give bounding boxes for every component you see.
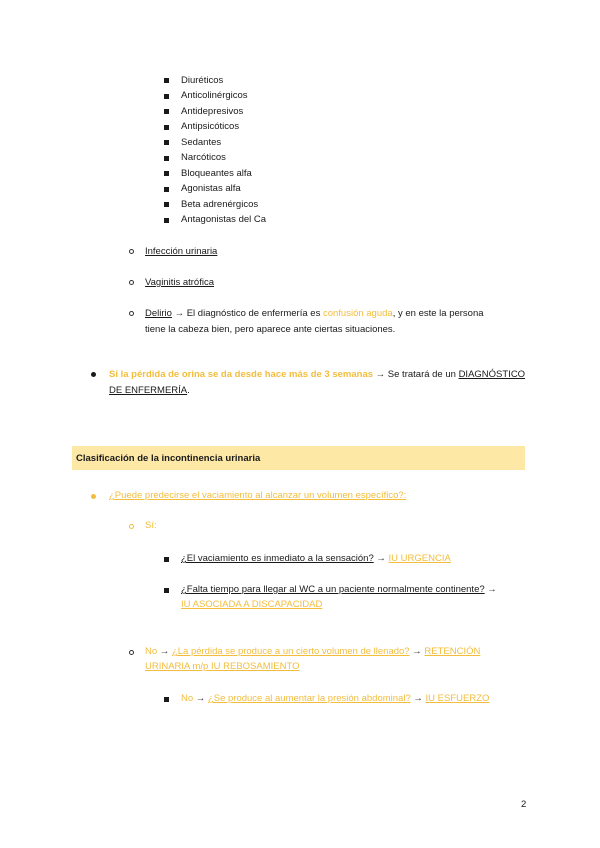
question-wc — [181, 584, 497, 595]
bullet-square-icon — [164, 140, 169, 145]
wc-question: ¿Falta tiempo para llegar al WC a un paciente normalmente continente? — [181, 584, 485, 595]
drug-item: Narcóticos — [181, 152, 226, 163]
question-volume — [145, 646, 480, 657]
bullet-circle-icon — [129, 650, 134, 655]
bullet-square-icon — [164, 218, 169, 223]
drug-item: Anticolinérgicos — [181, 90, 248, 101]
arrow: → — [484, 584, 497, 595]
disability-result: IU ASOCIADA A DISCAPACIDAD — [181, 599, 323, 610]
bullet-circle-icon — [129, 524, 134, 529]
weeks-end: . — [187, 385, 190, 396]
delirio-highlight: confusión aguda — [322, 308, 393, 319]
weeks-dx-2: DE ENFERMERÍA — [109, 385, 188, 396]
answer-no: No — [145, 646, 158, 657]
effort-result: IU ESFUERZO — [425, 693, 490, 704]
bullet-square-icon — [164, 125, 169, 130]
bullet-square-icon — [164, 109, 169, 114]
pressure-question: ¿Se produce al aumentar la presión abdominal? — [207, 693, 411, 704]
cause-infeccion: Infección urinaria — [145, 246, 218, 257]
urgency-question: ¿El vaciamiento es inmediato a la sensación? — [181, 553, 374, 564]
urgency-result: IU URGENCIA — [388, 553, 451, 564]
drug-item: Antagonistas del Ca — [181, 214, 267, 225]
question-pressure — [181, 693, 489, 704]
weeks-dx-1: DIAGNÓSTICO — [458, 369, 526, 380]
answer-no: No — [181, 693, 194, 704]
retention-result-line2: URINARIA m/p IU REBOSAMIENTO — [145, 661, 300, 672]
drug-item: Agonistas alfa — [181, 183, 241, 194]
drug-item: Sedantes — [181, 137, 222, 148]
bullet-square-icon — [164, 94, 169, 99]
volume-question: ¿La pérdida se produce a un cierto volumen de llenado? — [171, 646, 410, 657]
bullet-square-icon — [164, 171, 169, 176]
bullet-circle-icon — [129, 280, 134, 285]
drug-item: Beta adrenérgicos — [181, 199, 259, 210]
weeks-note — [109, 369, 525, 380]
bullet-square-icon — [164, 156, 169, 161]
drug-item: Antipsicóticos — [181, 121, 240, 132]
bullet-square-icon — [164, 697, 169, 702]
weeks-highlight: Si la pérdida de orina se da desde hace más de 3 semanas — [109, 369, 374, 380]
drug-item: Diuréticos — [181, 75, 224, 86]
question-predict: ¿Puede predecirse el vaciamiento al alcanzar un volumen específico?: — [109, 490, 407, 501]
bullet-dot-icon — [91, 494, 96, 499]
page-number: 2 — [521, 799, 527, 810]
bullet-dot-icon — [91, 372, 96, 377]
bullet-square-icon — [164, 588, 169, 593]
section-title: Clasificación de la incontinencia urinaria — [76, 453, 261, 464]
bullet-square-icon — [164, 187, 169, 192]
cause-vaginitis: Vaginitis atrófica — [145, 277, 214, 288]
delirio-text: → El diagnóstico de enfermería es — [171, 308, 323, 319]
retention-result: RETENCIÓN — [424, 646, 481, 657]
question-urgency — [181, 553, 451, 564]
weeks-text: → Se tratará de un — [373, 369, 459, 380]
drug-item: Bloqueantes alfa — [181, 168, 252, 179]
bullet-square-icon — [164, 202, 169, 207]
arrow: → — [409, 646, 425, 657]
arrow: → — [373, 553, 389, 564]
bullet-square-icon — [164, 557, 169, 562]
section-header — [72, 446, 525, 470]
weeks-note-line2 — [109, 385, 190, 396]
drug-item: Antidepresivos — [181, 106, 244, 117]
bullet-square-icon — [164, 78, 169, 83]
delirio-term: Delirio — [145, 308, 172, 319]
bullet-circle-icon — [129, 249, 134, 254]
bullet-circle-icon — [129, 311, 134, 316]
delirio-line2: tiene la cabeza bien, pero aparece ante ciertas situaciones. — [145, 324, 396, 335]
delirio-text-end: , y en este la persona — [392, 308, 484, 319]
arrow: → — [157, 646, 172, 657]
arrow: → — [410, 693, 426, 704]
cause-delirio — [145, 308, 484, 319]
answer-si: Sí: — [145, 520, 157, 531]
arrow: → — [193, 693, 208, 704]
